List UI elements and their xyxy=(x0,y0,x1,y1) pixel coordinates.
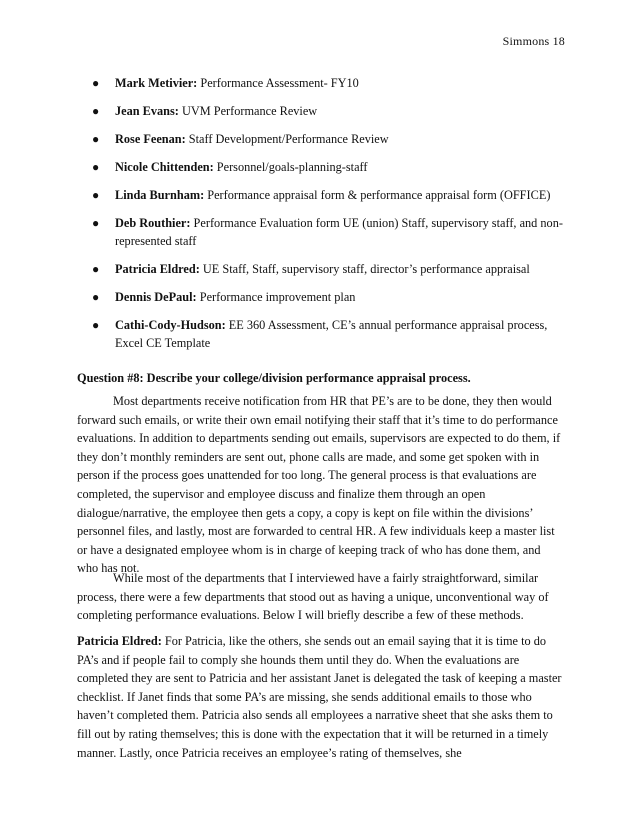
question-heading: Question #8: Describe your college/division performance appraisal process. xyxy=(77,371,471,385)
list-item xyxy=(0,260,638,278)
list-item xyxy=(0,288,638,306)
list-item xyxy=(0,186,638,204)
bullet-icon: ● xyxy=(92,318,100,332)
person-name: Dennis DePaul: xyxy=(115,290,197,304)
bullet-icon: ● xyxy=(92,160,100,174)
page-header: Simmons 18 xyxy=(502,34,565,48)
bullet-icon: ● xyxy=(92,188,100,202)
person-name: Mark Metivier: xyxy=(115,76,198,90)
person-name: Cathi-Cody-Hudson: xyxy=(115,318,226,332)
form-description: Personnel/goals-planning-staff xyxy=(213,160,368,174)
person-name: Jean Evans: xyxy=(115,104,179,118)
bullet-icon: ● xyxy=(92,290,100,304)
list-item xyxy=(0,316,638,352)
person-name: Rose Feenan: xyxy=(115,132,186,146)
form-description: Staff Development/Performance Review xyxy=(185,132,389,146)
form-description: Performance Evaluation form UE (union) Staff, supervisory staff, and non-represented staff xyxy=(115,216,563,248)
form-description: UE Staff, Staff, supervisory staff, director’s performance appraisal xyxy=(199,262,530,276)
list-item xyxy=(0,130,638,148)
bullet-icon: ● xyxy=(92,132,100,146)
form-description: EE 360 Assessment, CE’s annual performance appraisal process, Excel CE Template xyxy=(115,318,548,350)
paragraph-patricia-eldred xyxy=(77,632,563,762)
paragraph-lead-name: Patricia Eldred: xyxy=(77,634,162,648)
form-description: Performance Assessment- FY10 xyxy=(197,76,359,90)
person-name: Deb Routhier: xyxy=(115,216,191,230)
paragraph-general-process: Most departments receive notification from HR that PE’s are to be done, they then would forward such emails, or write their own email notifying their staff that it’s time to do performance evaluations. In addition to departments sending out emails, supervisors are expected to do them, if they don’t monthly reminders are sent out, phone calls are made, and some get spoken with in person if the process goes unattended for too long. The general process is that evaluations are completed, the supervisor and employee discuss and finalize them through an open dialogue/narrative, the employee then gets a copy, a copy is kept on file within the divisions’ personnel files, and lastly, most are forwarded to central HR. A few individuals keep a master list or have a designated employee whom is in charge of keeping track of who has done them, and who has not. xyxy=(77,394,561,576)
form-description: Performance appraisal form & performance appraisal form (OFFICE) xyxy=(204,188,551,202)
bullet-icon: ● xyxy=(92,216,100,230)
person-name: Linda Burnham: xyxy=(115,188,205,202)
list-item xyxy=(0,214,638,250)
form-description: Performance improvement plan xyxy=(196,290,356,304)
form-description: UVM Performance Review xyxy=(178,104,318,118)
department-form-list xyxy=(0,74,638,362)
paragraph-body: For Patricia, like the others, she sends out an email saying that it is time to do PA’s and if people fail to comply she hounds them until they do. When the evaluations are completed they are sent to Patricia and her assistant Janet is delegated the task of keeping a master checklist. If Janet finds that some PA’s are missing, she sends additional emails to those who haven’t completed them. Patricia also sends all employees a narrative sheet that she asks them to fill out by rating themselves; this is done with the expectation that it will be returned in a timely manner. Lastly, once Patricia receives an employee’s rating of themselves, she xyxy=(77,634,562,760)
bullet-icon: ● xyxy=(92,76,100,90)
list-item xyxy=(0,74,638,92)
bullet-icon: ● xyxy=(92,104,100,118)
list-item xyxy=(0,102,638,120)
person-name: Nicole Chittenden: xyxy=(115,160,214,174)
bullet-icon: ● xyxy=(92,262,100,276)
person-name: Patricia Eldred: xyxy=(115,262,200,276)
paragraph-unique-methods: While most of the departments that I interviewed have a fairly straightforward, similar process, there were a few departments that stood out as having a unique, unconventional way of completing performance evaluations. Below I will briefly describe a few of these methods. xyxy=(77,571,549,623)
list-item xyxy=(0,158,638,176)
